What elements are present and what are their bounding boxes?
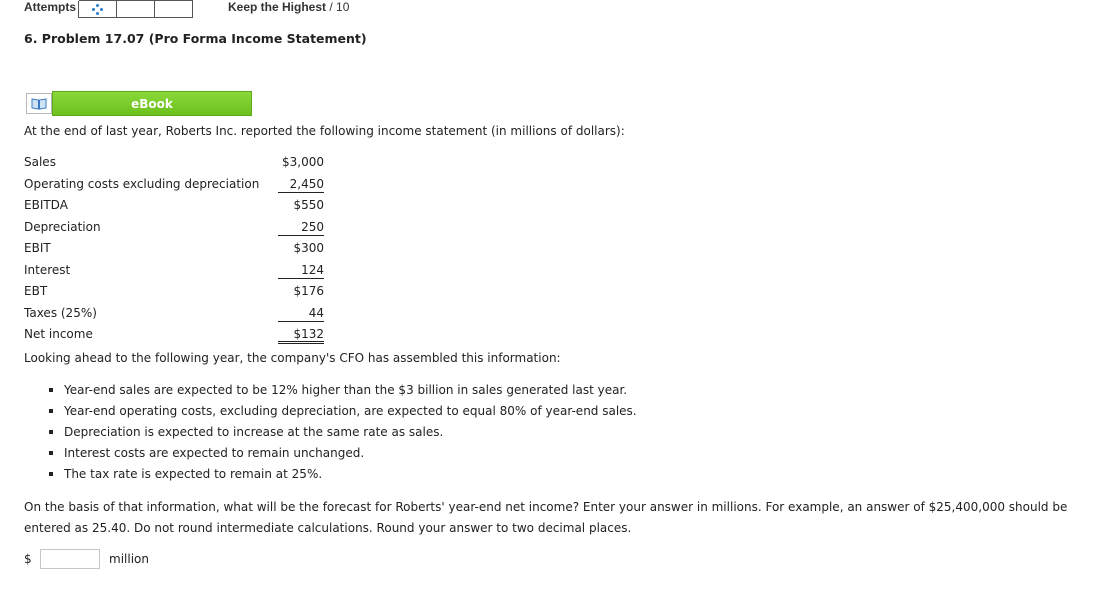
row-value: 124 <box>278 263 324 279</box>
statement-row-operating-costs <box>24 174 334 196</box>
statement-row-ebitda <box>24 195 334 217</box>
row-label: Interest <box>24 262 71 277</box>
question-text: On the basis of that information, what will be the forecast for Roberts' year-end net income? Enter your answer in millions. For example, an answer of $25,400,000 should be entered as 25.40. Do not round intermediate calculations. Round your answer to two decimal places. <box>24 500 1068 535</box>
list-item: The tax rate is expected to remain at 25%. <box>48 466 637 487</box>
attempt-slot-1[interactable] <box>78 1 117 18</box>
row-value: $550 <box>293 198 324 212</box>
statement-row-taxes <box>24 303 334 325</box>
row-value: $132 <box>278 327 324 344</box>
row-label: EBITDA <box>24 198 68 212</box>
statement-row-depreciation <box>24 217 334 239</box>
list-item: Interest costs are expected to remain unchanged. <box>48 445 637 466</box>
list-item: Depreciation is expected to increase at the same rate as sales. <box>48 424 637 445</box>
row-label: EBT <box>24 284 48 298</box>
attempts-label: Attempts <box>24 0 77 14</box>
statement-row-interest <box>24 260 334 282</box>
row-value: 44 <box>278 306 324 322</box>
problem-title: 6. Problem 17.07 (Pro Forma Income Statement) <box>24 31 367 46</box>
row-label: Taxes (25%) <box>24 305 97 320</box>
row-value: 2,450 <box>278 177 324 193</box>
ebook-button[interactable]: eBook <box>52 91 252 116</box>
row-label: Depreciation <box>24 219 101 234</box>
statement-row-sales <box>24 152 334 174</box>
net-income-answer-input[interactable] <box>40 549 100 569</box>
answer-unit: million <box>109 552 149 566</box>
row-value: $3,000 <box>282 155 324 169</box>
attempt-dots-icon <box>92 4 103 15</box>
row-value: 250 <box>278 220 324 236</box>
attempt-slot-2 <box>116 1 155 18</box>
statement-row-ebt <box>24 281 334 303</box>
statement-row-ebit <box>24 238 334 260</box>
row-value: $176 <box>293 284 324 298</box>
statement-row-net-income <box>24 324 334 346</box>
attempts-tracker <box>79 0 193 19</box>
list-item: Year-end operating costs, excluding depreciation, are expected to equal 80% of year-end sales. <box>48 403 637 424</box>
income-statement <box>24 152 334 346</box>
lookahead-text: Looking ahead to the following year, the company's CFO has assembled this information: <box>24 351 561 365</box>
score-text: / 10 <box>329 0 350 14</box>
keep-highest-text: Keep the Highest <box>228 0 327 14</box>
row-value: $300 <box>293 241 324 255</box>
keep-highest-label <box>228 0 349 14</box>
intro-text: At the end of last year, Roberts Inc. reported the following income statement (in millions of dollars): <box>24 124 625 138</box>
row-label: EBIT <box>24 241 51 255</box>
list-item: Year-end sales are expected to be 12% higher than the $3 billion in sales generated last year. <box>48 382 637 403</box>
row-label: Net income <box>24 327 93 341</box>
attempt-slot-3 <box>154 1 193 18</box>
answer-currency: $ <box>24 552 32 566</box>
row-label: Sales <box>24 155 56 169</box>
book-icon[interactable] <box>26 93 52 114</box>
assumptions-list <box>48 382 637 487</box>
row-label: Operating costs excluding depreciation <box>24 176 260 191</box>
